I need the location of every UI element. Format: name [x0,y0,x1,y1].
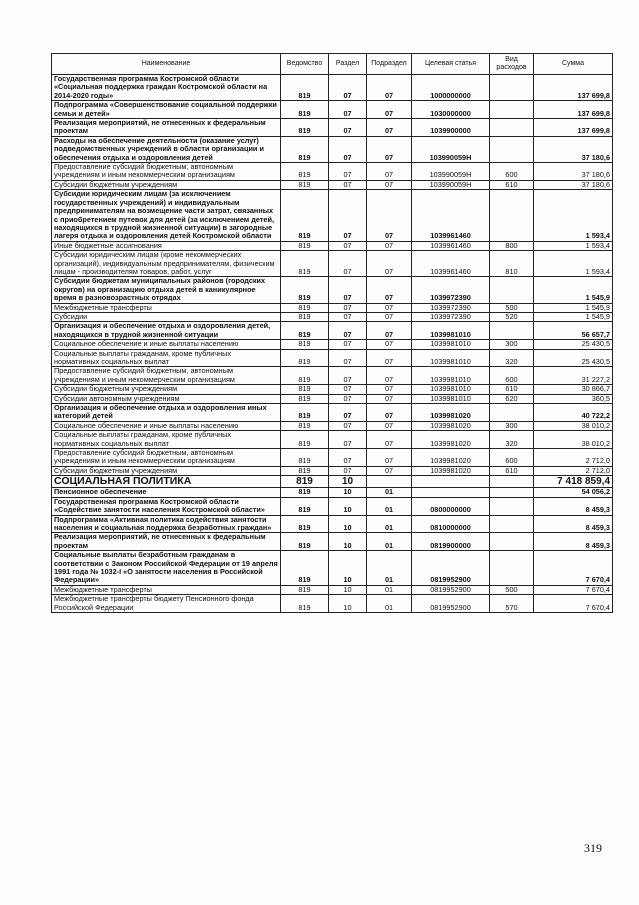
cell-razdel: 07 [329,241,367,250]
cell-summa: 1 593,4 [534,241,613,250]
cell-vedomstvo: 819 [281,322,329,340]
cell-summa: 2 712,0 [534,466,613,475]
cell-name: Субсидии бюджетным учреждениям [52,466,281,475]
cell-vid-rashodov: 610 [490,385,534,394]
cell-vedomstvo: 819 [281,421,329,430]
cell-vid-rashodov: 620 [490,394,534,403]
cell-celevaya-statya: 0810000000 [412,515,490,533]
cell-celevaya-statya: 0819952900 [412,585,490,594]
cell-vedomstvo: 819 [281,394,329,403]
table-row [52,466,613,475]
table-row [52,119,613,137]
cell-celevaya-statya: 1039961460 [412,241,490,250]
cell-razdel: 07 [329,385,367,394]
cell-vedomstvo: 819 [281,180,329,189]
cell-celevaya-statya: 0800000000 [412,497,490,515]
cell-razdel: 07 [329,312,367,321]
cell-razdel: 07 [329,367,367,385]
cell-razdel: 07 [329,251,367,277]
cell-razdel: 10 [329,551,367,586]
cell-razdel: 07 [329,322,367,340]
table-row [52,585,613,594]
table-row [52,349,613,367]
cell-name: Реализация мероприятий, не отнесенных к федеральным проектам [52,533,281,551]
cell-vid-rashodov [490,497,534,515]
cell-vid-rashodov: 300 [490,340,534,349]
cell-vedomstvo: 819 [281,303,329,312]
cell-celevaya-statya: 1039981020 [412,449,490,467]
cell-vid-rashodov [490,404,534,422]
cell-vedomstvo: 819 [281,449,329,467]
cell-vid-rashodov [490,101,534,119]
cell-summa: 137 699,8 [534,119,613,137]
cell-razdel: 07 [329,119,367,137]
cell-name: Предоставление субсидий бюджетным, автономным учреждениям и иным некоммерческим организациям [52,367,281,385]
cell-podrazdel: 07 [367,251,412,277]
cell-vedomstvo: 819 [281,251,329,277]
cell-podrazdel: 07 [367,466,412,475]
cell-razdel: 10 [329,585,367,594]
cell-summa: 54 056,2 [534,488,613,497]
cell-vid-rashodov [490,551,534,586]
cell-podrazdel: 07 [367,75,412,101]
cell-name: Подпрограмма «Активная политика содействия занятости населения и социальная поддержка безработных граждан» [52,515,281,533]
cell-vedomstvo: 819 [281,497,329,515]
cell-name: Иные бюджетные ассигнования [52,241,281,250]
cell-podrazdel: 07 [367,322,412,340]
cell-podrazdel: 01 [367,585,412,594]
cell-vedomstvo: 819 [281,551,329,586]
cell-name: Организация и обеспечение отдыха и оздоровления иных категорий детей [52,404,281,422]
table-row [52,322,613,340]
cell-celevaya-statya: 1039981020 [412,421,490,430]
cell-name: Предоставление субсидий бюджетным, автономным учреждениям и иным некоммерческим организациям [52,163,281,181]
cell-razdel: 07 [329,75,367,101]
cell-name: Субсидии юридическим лицам (кроме некоммерческих организаций), индивидуальным предпринимателям, физическим лицам - производителям товаров, работ, услуг [52,251,281,277]
cell-vid-rashodov: 570 [490,595,534,613]
cell-celevaya-statya: 1039972390 [412,312,490,321]
table-row [52,533,613,551]
cell-podrazdel: 07 [367,394,412,403]
cell-vid-rashodov [490,533,534,551]
cell-summa: 7 670,4 [534,585,613,594]
cell-summa: 1 593,4 [534,190,613,241]
cell-celevaya-statya: 1039981010 [412,394,490,403]
cell-vedomstvo: 819 [281,367,329,385]
cell-vedomstvo: 819 [281,533,329,551]
cell-vid-rashodov [490,136,534,162]
header-name: Наименование [52,54,281,75]
cell-celevaya-statya: 0819952900 [412,595,490,613]
cell-name: Социальные выплаты безработным гражданам в соответствии с Законом Российской Федерации от 19 апреля 1991 года № 1032-I «О занятости населения в Российской Федерации» [52,551,281,586]
cell-podrazdel: 07 [367,312,412,321]
table-row [52,312,613,321]
cell-celevaya-statya: 1039981010 [412,340,490,349]
cell-vedomstvo: 819 [281,75,329,101]
cell-celevaya-statya: 1039900000 [412,119,490,137]
cell-celevaya-statya: 1039981020 [412,431,490,449]
cell-podrazdel: 01 [367,497,412,515]
cell-summa: 25 430,5 [534,340,613,349]
cell-razdel: 07 [329,431,367,449]
cell-name: Пенсионное обеспечение [52,488,281,497]
cell-celevaya-statya: 1039972390 [412,277,490,303]
table-row [52,303,613,312]
table-row [52,340,613,349]
cell-celevaya-statya: 1039961460 [412,251,490,277]
cell-vedomstvo: 819 [281,404,329,422]
cell-vid-rashodov [490,515,534,533]
cell-razdel: 10 [329,595,367,613]
table-row [52,101,613,119]
cell-vid-rashodov [490,476,534,488]
table-row [52,190,613,241]
cell-celevaya-statya: 1039972390 [412,303,490,312]
cell-razdel: 10 [329,488,367,497]
cell-celevaya-statya: 1039981010 [412,385,490,394]
cell-razdel: 10 [329,476,367,488]
table-row [52,277,613,303]
cell-celevaya-statya [412,476,490,488]
cell-vid-rashodov [490,119,534,137]
cell-name: СОЦИАЛЬНАЯ ПОЛИТИКА [52,476,281,488]
cell-podrazdel: 01 [367,551,412,586]
cell-podrazdel: 07 [367,241,412,250]
cell-razdel: 07 [329,404,367,422]
table-body [52,75,613,613]
cell-vedomstvo: 819 [281,466,329,475]
cell-vedomstvo: 819 [281,349,329,367]
table-row [52,595,613,613]
header-summa: Сумма [534,54,613,75]
cell-vid-rashodov: 300 [490,421,534,430]
cell-name: Субсидии юридическим лицам (за исключением государственных учреждений) и индивидуальным предпринимателям на возмещение части затрат, связанных с приобретением путевок для детей (за исключением детей, находящихся в трудной жизненной ситуации) в загородные лагеря отдыха и оздоровления детей Костромской области [52,190,281,241]
cell-summa: 56 657,7 [534,322,613,340]
cell-vid-rashodov: 800 [490,241,534,250]
cell-vedomstvo: 819 [281,163,329,181]
cell-podrazdel: 01 [367,533,412,551]
cell-name: Субсидии бюджетным учреждениям [52,180,281,189]
cell-vedomstvo: 819 [281,515,329,533]
cell-summa: 8 459,3 [534,515,613,533]
cell-summa: 38 010,2 [534,421,613,430]
cell-name: Подпрограмма «Совершенствование социальной поддержки семьи и детей» [52,101,281,119]
cell-summa: 37 180,6 [534,180,613,189]
cell-podrazdel: 07 [367,367,412,385]
cell-razdel: 07 [329,180,367,189]
cell-vedomstvo: 819 [281,385,329,394]
cell-summa: 38 010,2 [534,431,613,449]
cell-name: Расходы на обеспечение деятельности (оказание услуг) подведомственных учреждений в области организации и обеспечения отдыха и оздоровления детей [52,136,281,162]
cell-summa: 31 227,2 [534,367,613,385]
cell-celevaya-statya: 0819900000 [412,533,490,551]
cell-name: Субсидии бюджетам муниципальных районов (городских округов) на организацию отдыха детей в каникулярное время в разновозрастных отрядах [52,277,281,303]
cell-podrazdel: 01 [367,595,412,613]
page-number: 319 [584,841,602,855]
cell-celevaya-statya: 1030000000 [412,101,490,119]
cell-vid-rashodov: 610 [490,180,534,189]
cell-vedomstvo: 819 [281,488,329,497]
cell-podrazdel: 07 [367,349,412,367]
cell-celevaya-statya [412,488,490,497]
cell-razdel: 10 [329,497,367,515]
cell-vedomstvo: 819 [281,585,329,594]
table-row [52,551,613,586]
cell-summa: 1 593,4 [534,251,613,277]
cell-celevaya-statya: 1039981010 [412,322,490,340]
header-celevaya-statya: Целевая статья [412,54,490,75]
table-header-row [52,54,613,75]
cell-summa: 7 418 859,4 [534,476,613,488]
cell-vedomstvo: 819 [281,190,329,241]
cell-podrazdel: 07 [367,277,412,303]
cell-vid-rashodov: 500 [490,303,534,312]
header-vedomstvo: Ведомство [281,54,329,75]
table-row [52,75,613,101]
cell-razdel: 10 [329,515,367,533]
cell-summa: 2 712,0 [534,449,613,467]
cell-summa: 1 545,9 [534,303,613,312]
cell-razdel: 07 [329,340,367,349]
cell-razdel: 07 [329,163,367,181]
cell-summa: 1 545,9 [534,277,613,303]
cell-vedomstvo: 819 [281,241,329,250]
cell-vedomstvo: 819 [281,119,329,137]
cell-name: Субсидии автономным учреждениям [52,394,281,403]
cell-razdel: 07 [329,303,367,312]
cell-summa: 40 722,2 [534,404,613,422]
cell-name: Межбюджетные трансферты [52,303,281,312]
header-razdel: Раздел [329,54,367,75]
cell-name: Субсидии [52,312,281,321]
cell-vid-rashodov: 600 [490,367,534,385]
cell-podrazdel: 07 [367,180,412,189]
table-row [52,515,613,533]
cell-vid-rashodov: 520 [490,312,534,321]
cell-podrazdel: 07 [367,340,412,349]
table-row [52,404,613,422]
cell-name: Социальное обеспечение и иные выплаты населению [52,340,281,349]
cell-celevaya-statya: 1039981020 [412,404,490,422]
table-row [52,241,613,250]
cell-name: Межбюджетные трансферты [52,585,281,594]
cell-celevaya-statya: 1039981020 [412,466,490,475]
cell-vedomstvo: 819 [281,340,329,349]
cell-podrazdel: 07 [367,119,412,137]
header-podrazdel: Подраздел [367,54,412,75]
cell-podrazdel: 07 [367,136,412,162]
table-row [52,497,613,515]
cell-podrazdel: 07 [367,404,412,422]
cell-podrazdel: 07 [367,190,412,241]
cell-summa: 7 670,4 [534,595,613,613]
cell-vid-rashodov: 600 [490,163,534,181]
cell-vid-rashodov [490,75,534,101]
cell-summa: 137 699,8 [534,75,613,101]
cell-podrazdel: 07 [367,431,412,449]
cell-name: Организация и обеспечение отдыха и оздоровления детей, находящихся в трудной жизненной ситуации [52,322,281,340]
cell-podrazdel: 07 [367,385,412,394]
table-row [52,476,613,488]
cell-podrazdel: 07 [367,421,412,430]
cell-celevaya-statya: 1039981010 [412,367,490,385]
cell-podrazdel: 01 [367,515,412,533]
cell-razdel: 07 [329,277,367,303]
cell-name: Государственная программа Костромской области «Социальная поддержка граждан Костромской области на 2014-2020 годы» [52,75,281,101]
cell-summa: 8 459,3 [534,497,613,515]
cell-summa: 25 430,5 [534,349,613,367]
cell-celevaya-statya: 1039961460 [412,190,490,241]
table-row [52,136,613,162]
cell-vid-rashodov: 320 [490,349,534,367]
cell-celevaya-statya: 103990059Н [412,180,490,189]
cell-celevaya-statya: 103990059Н [412,163,490,181]
cell-podrazdel: 07 [367,101,412,119]
cell-summa: 360,5 [534,394,613,403]
table-row [52,488,613,497]
cell-vedomstvo: 819 [281,136,329,162]
cell-celevaya-statya: 0819952900 [412,551,490,586]
cell-vid-rashodov: 600 [490,449,534,467]
cell-vedomstvo: 819 [281,101,329,119]
table-row [52,394,613,403]
cell-vid-rashodov [490,190,534,241]
cell-name: Государственная программа Костромской области «Содействие занятости населения Костромской области» [52,497,281,515]
cell-celevaya-statya: 1000000000 [412,75,490,101]
cell-razdel: 07 [329,466,367,475]
cell-summa: 137 699,8 [534,101,613,119]
cell-vedomstvo: 819 [281,595,329,613]
cell-name: Предоставление субсидий бюджетным, автономным учреждениям и иным некоммерческим организациям [52,449,281,467]
cell-vid-rashodov: 810 [490,251,534,277]
cell-vid-rashodov [490,488,534,497]
cell-vedomstvo: 819 [281,431,329,449]
cell-razdel: 07 [329,449,367,467]
budget-table [51,53,613,613]
cell-razdel: 07 [329,421,367,430]
cell-vid-rashodov [490,277,534,303]
table-row [52,367,613,385]
cell-summa: 37 180,6 [534,163,613,181]
cell-podrazdel: 01 [367,488,412,497]
cell-podrazdel: 07 [367,163,412,181]
cell-podrazdel: 07 [367,303,412,312]
cell-razdel: 07 [329,136,367,162]
table-row [52,385,613,394]
cell-name: Межбюджетные трансферты бюджету Пенсионного фонда Российской Федерации [52,595,281,613]
cell-name: Социальное обеспечение и иные выплаты населению [52,421,281,430]
cell-razdel: 07 [329,101,367,119]
cell-summa: 30 866,7 [534,385,613,394]
table-row [52,449,613,467]
table-row [52,251,613,277]
cell-vid-rashodov [490,322,534,340]
cell-razdel: 07 [329,190,367,241]
cell-vid-rashodov: 320 [490,431,534,449]
cell-name: Социальные выплаты гражданам, кроме публичных нормативных социальных выплат [52,349,281,367]
cell-summa: 37 180,6 [534,136,613,162]
cell-celevaya-statya: 103990059Н [412,136,490,162]
cell-podrazdel [367,476,412,488]
cell-vedomstvo: 819 [281,312,329,321]
table-row [52,163,613,181]
cell-vedomstvo: 819 [281,277,329,303]
cell-name: Реализация мероприятий, не отнесенных к федеральным проектам [52,119,281,137]
cell-razdel: 07 [329,349,367,367]
cell-name: Социальные выплаты гражданам, кроме публичных нормативных социальных выплат [52,431,281,449]
cell-razdel: 10 [329,533,367,551]
cell-celevaya-statya: 1039981010 [412,349,490,367]
header-vid-rashodov: Вид расходов [490,54,534,75]
table-row [52,180,613,189]
cell-vedomstvo: 819 [281,476,329,488]
cell-name: Субсидии бюджетным учреждениям [52,385,281,394]
cell-vid-rashodov: 500 [490,585,534,594]
table-row [52,421,613,430]
cell-summa: 1 545,9 [534,312,613,321]
table-row [52,431,613,449]
cell-summa: 7 670,4 [534,551,613,586]
cell-razdel: 07 [329,394,367,403]
cell-summa: 8 459,3 [534,533,613,551]
cell-vid-rashodov: 610 [490,466,534,475]
cell-podrazdel: 07 [367,449,412,467]
